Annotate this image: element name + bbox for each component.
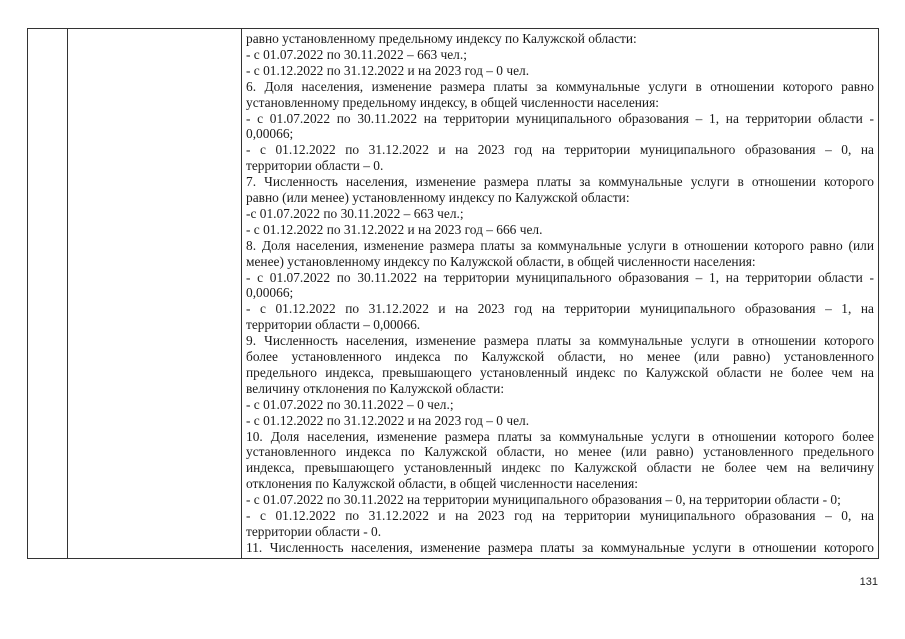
text-line: - с 01.12.2022 по 31.12.2022 и на 2023 год на территории муниципального образования – 0, на (246, 507, 874, 523)
table-column-name (68, 29, 242, 558)
text-line: 7. Численность населения, изменение размера платы за коммунальные услуги в отношении которого (246, 174, 874, 190)
text-line: равно установленному предельному индексу по Калужской области: (246, 31, 637, 46)
text-line: - с 01.12.2022 по 31.12.2022 и на 2023 год – 0 чел. (246, 412, 530, 428)
text-line: - с 01.07.2022 по 30.11.2022 на территории муниципального образования – 1, на территории области - (246, 269, 874, 285)
text-line: - с 01.07.2022 по 30.11.2022 на территории муниципального образования – 1, на территории области - (246, 110, 874, 126)
text-line: установленного индекса по Калужской области, но менее (или равно) установленного предельного (246, 444, 874, 460)
text-line: - с 01.12.2022 по 31.12.2022 и на 2023 год – 666 чел. (246, 221, 543, 237)
text-line: равно (или менее) установленному индексу по Калужской области: (246, 190, 630, 205)
text-line: отклонения по Калужской области, в общей численности населения: (246, 476, 638, 492)
text-line: - с 01.07.2022 по 30.11.2022 – 663 чел.; (246, 46, 467, 62)
text-line: 0,00066; (246, 285, 294, 301)
text-line: установленному предельному индексу, в общей численности населения: (246, 94, 659, 110)
table-column-content (242, 29, 878, 558)
text-line: 8. Доля населения, изменение размера платы за коммунальные услуги в отношении которого равно (или (246, 237, 874, 253)
text-line: более установленного индекса по Калужской области, но менее (или равно) установленного (246, 349, 874, 364)
text-line: 9. Численность населения, изменение размера платы за коммунальные услуги в отношении которого (246, 333, 874, 349)
document-table (27, 28, 879, 559)
text-line: - с 01.12.2022 по 31.12.2022 и на 2023 год – 0 чел. (246, 62, 530, 78)
text-line: территории области – 0. (246, 158, 384, 174)
text-line: 11. Численность населения, изменение размера платы за коммунальные услуги в отношении которого (246, 539, 874, 555)
text-line: 10. Доля населения, изменение размера платы за коммунальные услуги в отношении которого более (246, 428, 874, 444)
text-line: величину отклонения по Калужской области: (246, 380, 505, 396)
text-line: - с 01.12.2022 по 31.12.2022 и на 2023 год на территории муниципального образования – 1, на (246, 301, 874, 317)
table-column-number (28, 29, 68, 558)
text-line: индекса, превышающего установленный индекс по Калужской области не более чем на величину (246, 460, 874, 476)
text-line: - с 01.07.2022 по 30.11.2022 на территории муниципального образования – 0, на территории области - 0; (246, 492, 841, 508)
text-line: территории области - 0. (246, 523, 382, 539)
text-line: - с 01.12.2022 по 31.12.2022 и на 2023 год на территории муниципального образования – 0, на (246, 142, 874, 158)
text-line: предельного индекса, превышающего установленный индекс по Калужской области не более чем на (246, 364, 874, 380)
page-number: 131 (859, 576, 878, 588)
text-line: - с 01.07.2022 по 30.11.2022 – 0 чел.; (246, 396, 454, 412)
text-line: 6. Доля населения, изменение размера платы за коммунальные услуги в отношении которого равно (246, 78, 874, 94)
text-line: территории области – 0,00066. (246, 317, 421, 333)
text-line: 0,00066; (246, 126, 294, 142)
text-line: менее) установленному индексу по Калужской области, в общей численности населения: (246, 253, 756, 269)
text-line: -с 01.07.2022 по 30.11.2022 – 663 чел.; (246, 205, 464, 221)
